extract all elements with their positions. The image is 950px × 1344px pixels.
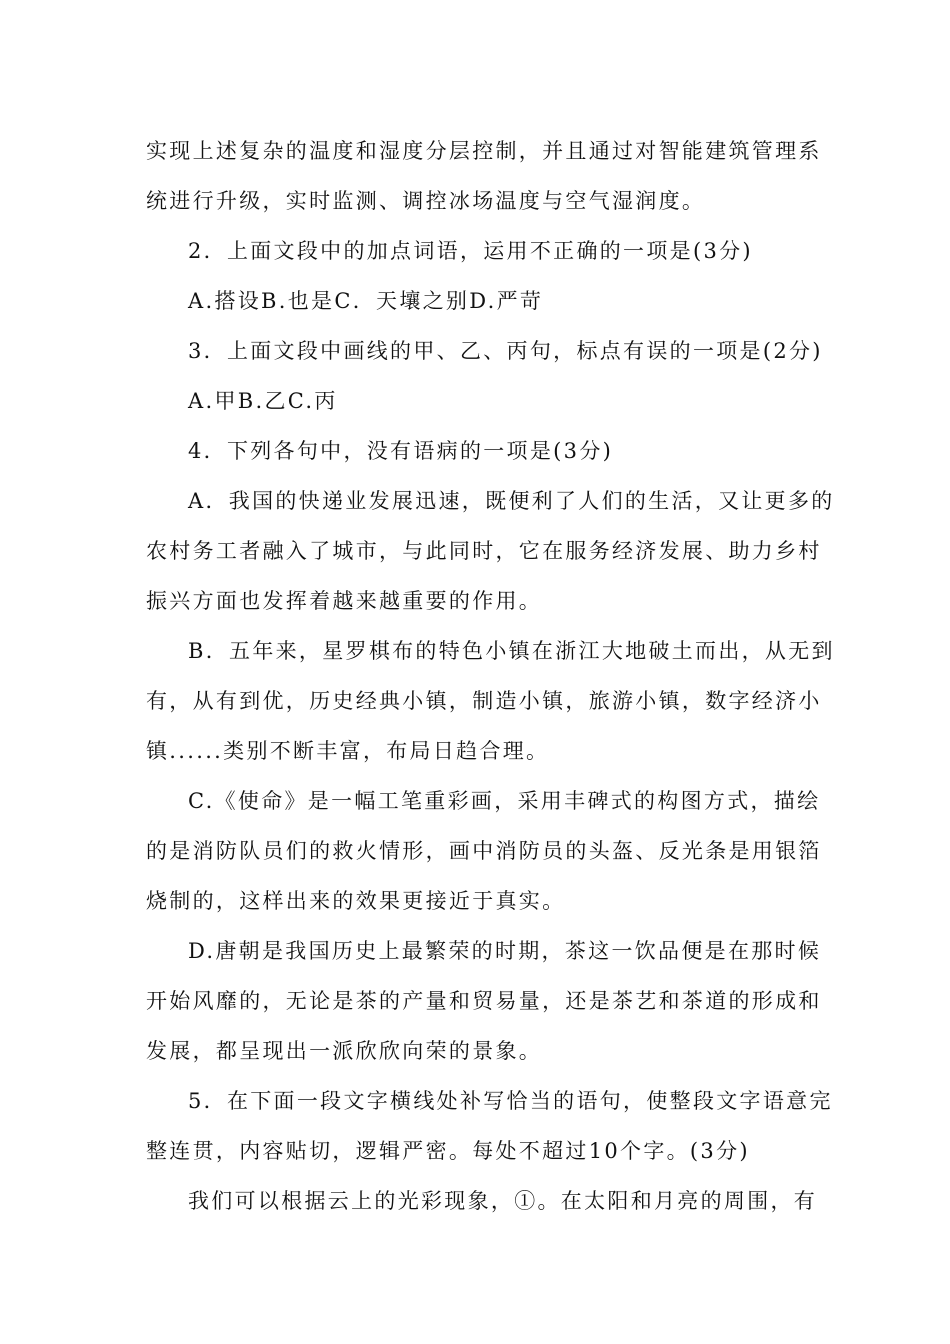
question-2-stem: 2．上面文段中的加点词语，运用不正确的一项是(3分) <box>188 239 753 263</box>
question-4-option-a-line-2: 农村务工者融入了城市，与此同时，它在服务经济发展、助力乡村 <box>146 539 822 563</box>
question-4-option-a-line-1: A．我国的快递业发展迅速，既便利了人们的生活，又让更多的 <box>188 489 835 513</box>
question-4-option-b-line-1: B．五年来，星罗棋布的特色小镇在浙江大地破土而出，从无到 <box>188 639 835 663</box>
question-4-stem: 4．下列各句中，没有语病的一项是(3分) <box>188 439 614 463</box>
question-4-option-a-line-3: 振兴方面也发挥着越来越重要的作用。 <box>146 589 543 613</box>
question-2-options: A.搭设B.也是C．天壤之别D.严苛 <box>188 289 544 313</box>
question-3-stem: 3．上面文段中画线的甲、乙、丙句，标点有误的一项是(2分) <box>188 339 823 363</box>
question-4-option-c-line-1: C.《使命》是一幅工笔重彩画，采用丰碑式的构图方式，描绘 <box>188 789 821 813</box>
question-4-option-b-line-3: 镇......类别不断丰富，布局日趋合理。 <box>146 739 550 763</box>
question-3-options: A.甲B.乙C.丙 <box>188 389 338 413</box>
text-line-2: 统进行升级，实时监测、调控冰场温度与空气湿润度。 <box>146 189 706 213</box>
question-5-stem-line-2: 整连贯，内容贴切，逻辑严密。每处不超过10个字。(3分) <box>146 1139 750 1163</box>
question-4-option-c-line-2: 的是消防队员们的救火情形，画中消防员的头盔、反光条是用银箔 <box>146 839 822 863</box>
question-5-stem-line-1: 5．在下面一段文字横线处补写恰当的语句，使整段文字语意完 <box>188 1089 833 1113</box>
question-4-option-d-line-1: D.唐朝是我国历史上最繁荣的时期，茶这一饮品便是在那时候 <box>188 939 822 963</box>
question-5-passage-line-1: 我们可以根据云上的光彩现象，①。在太阳和月亮的周围，有 <box>188 1189 818 1213</box>
question-4-option-b-line-2: 有，从有到优，历史经典小镇，制造小镇，旅游小镇，数字经济小 <box>146 689 822 713</box>
question-4-option-d-line-2: 开始风靡的，无论是茶的产量和贸易量，还是茶艺和茶道的形成和 <box>146 989 822 1013</box>
question-4-option-d-line-3: 发展，都呈现出一派欣欣向荣的景象。 <box>146 1039 543 1063</box>
text-line-1: 实现上述复杂的温度和湿度分层控制，并且通过对智能建筑管理系 <box>146 139 822 163</box>
question-4-option-c-line-3: 烧制的，这样出来的效果更接近于真实。 <box>146 889 566 913</box>
